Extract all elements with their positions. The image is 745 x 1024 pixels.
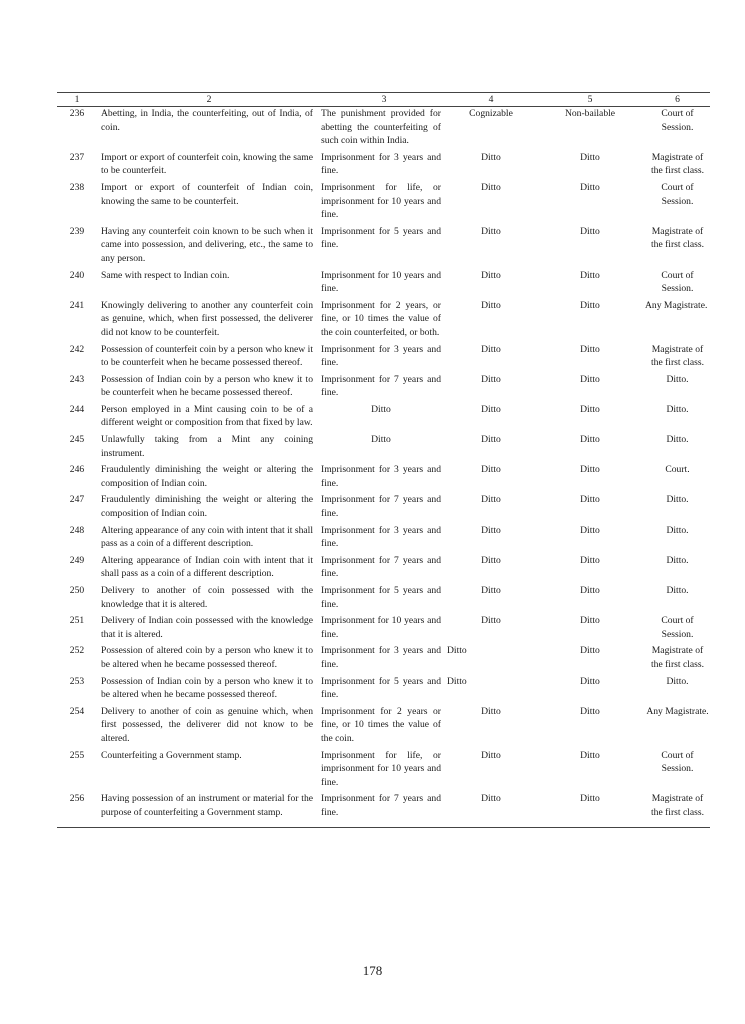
offence-cell: Delivery to another of coin as genuine which, when first possessed, the deliverer did not know to be altered. xyxy=(101,705,313,744)
column-number: 4 xyxy=(488,94,494,105)
cognizable-cell: Ditto xyxy=(481,434,501,446)
offence-cell: Delivery to another of coin possessed with the knowledge that it is altered. xyxy=(101,585,313,610)
schedule-table-region xyxy=(57,92,710,823)
section-number: 247 xyxy=(69,494,85,506)
court-cell: Court of Session. xyxy=(661,269,694,295)
offence-cell: Possession of Indian coin by a person who knew it to be altered when he became possessed thereof. xyxy=(101,675,313,701)
punishment-cell: Imprisonment for 10 years and fine. xyxy=(321,615,441,640)
cognizable-cell: Ditto xyxy=(481,343,501,355)
bailable-cell: Ditto xyxy=(580,585,600,596)
table-row xyxy=(57,493,710,523)
punishment-cell: Imprisonment for 5 years and fine. xyxy=(321,675,441,701)
bailable-cell: Ditto xyxy=(580,705,600,717)
table-row xyxy=(57,403,710,433)
punishment-cell: Imprisonment for life, or imprisonment for 10 years and fine. xyxy=(321,749,441,788)
section-number: 240 xyxy=(69,269,85,281)
cognizable-cell: Ditto xyxy=(481,151,501,163)
column-number: 3 xyxy=(381,94,387,105)
court-cell: Ditto. xyxy=(666,585,689,596)
court-cell: Ditto. xyxy=(666,554,689,566)
table-row xyxy=(57,524,710,554)
cognizable-cell: Ditto xyxy=(481,373,501,385)
court-cell: Magistrate of the first class. xyxy=(650,793,705,818)
court-cell: Ditto. xyxy=(666,675,689,687)
section-number: 245 xyxy=(69,434,85,446)
court-cell: Magistrate of the first class. xyxy=(650,343,705,369)
section-number: 238 xyxy=(69,181,85,193)
column-number: 6 xyxy=(675,94,680,105)
punishment-cell: Imprisonment for 5 years and fine. xyxy=(321,585,441,610)
cognizable-cell: Ditto xyxy=(481,524,501,536)
court-cell: Magistrate of the first class. xyxy=(650,151,705,177)
section-number: 253 xyxy=(69,675,85,687)
table-row xyxy=(57,705,710,749)
section-number: 237 xyxy=(69,151,85,163)
cognizable-cell: Ditto xyxy=(481,793,501,805)
offence-cell: Delivery of Indian coin possessed with the knowledge that it is altered. xyxy=(101,615,313,640)
offence-cell: Same with respect to Indian coin. xyxy=(101,269,230,281)
punishment-cell: Imprisonment for 7 years and fine. xyxy=(321,554,441,580)
punishment-cell: Imprisonment for 3 years and fine. xyxy=(321,151,441,177)
bailable-cell: Ditto xyxy=(580,434,600,446)
table-row xyxy=(57,433,710,463)
table-row xyxy=(57,373,710,403)
cognizable-cell: Ditto xyxy=(481,269,501,281)
table-bottom-rule xyxy=(57,827,710,828)
bailable-cell: Ditto xyxy=(580,269,600,281)
punishment-cell: Imprisonment for 2 years, or fine, or 10 times the value of the coin counterfeited, or both. xyxy=(321,299,441,338)
cognizable-cell: Ditto xyxy=(447,675,467,687)
cognizable-cell: Ditto xyxy=(481,749,501,761)
section-number: 244 xyxy=(69,403,85,415)
punishment-cell: Imprisonment for 3 years and fine. xyxy=(321,343,441,369)
bailable-cell: Ditto xyxy=(580,675,600,687)
court-cell: Court of Session. xyxy=(661,615,694,640)
punishment-cell: Imprisonment for 5 years and fine. xyxy=(321,225,441,251)
punishment-cell: Imprisonment for 10 years and fine. xyxy=(321,269,441,295)
table-row xyxy=(57,792,710,822)
offence-cell: Altering appearance of any coin with intent that it shall pass as a coin of a different description. xyxy=(101,524,313,550)
offence-cell: Import or export of counterfeit coin, knowing the same to be counterfeit. xyxy=(101,151,313,177)
table-row xyxy=(57,463,710,493)
section-number: 242 xyxy=(69,343,85,355)
cognizable-cell: Ditto xyxy=(481,554,501,566)
offence-cell: Person employed in a Mint causing coin to be of a different weight or composition from that fixed by law. xyxy=(101,403,313,429)
table-row xyxy=(57,299,710,343)
punishment-cell: The punishment provided for abetting the counterfeiting of such coin within India. xyxy=(321,108,441,147)
cognizable-cell: Ditto xyxy=(481,225,501,237)
offence-cell: Unlawfully taking from a Mint any coining instrument. xyxy=(101,434,313,459)
court-cell: Any Magistrate. xyxy=(646,705,709,717)
offence-cell: Possession of altered coin by a person who knew it to be altered when he became possessed thereof. xyxy=(101,645,313,670)
punishment-cell: Imprisonment for 3 years and fine. xyxy=(321,464,441,489)
table-row xyxy=(57,675,710,705)
cognizable-cell: Ditto xyxy=(481,403,501,415)
table-row xyxy=(57,584,710,614)
section-number: 252 xyxy=(69,645,85,657)
court-cell: Court of Session. xyxy=(661,108,694,133)
table-row xyxy=(57,343,710,373)
bailable-cell: Ditto xyxy=(580,749,600,761)
court-cell: Ditto. xyxy=(666,494,689,506)
court-cell: Magistrate of the first class. xyxy=(650,645,705,670)
court-cell: Ditto. xyxy=(666,524,689,536)
punishment-cell: Imprisonment for 7 years and fine. xyxy=(321,793,441,818)
bailable-cell: Ditto xyxy=(580,793,600,805)
court-cell: Ditto. xyxy=(666,373,689,385)
section-number: 256 xyxy=(69,793,85,805)
section-number: 250 xyxy=(69,585,85,596)
cognizable-cell: Ditto xyxy=(481,494,501,506)
offence-cell: Altering appearance of Indian coin with intent that it shall pass as a coin of a different description. xyxy=(101,554,313,580)
cognizable-cell: Ditto xyxy=(481,181,501,193)
table-row xyxy=(57,181,710,225)
punishment-cell: Ditto xyxy=(371,434,391,446)
court-cell: Ditto. xyxy=(666,434,689,446)
bailable-cell: Ditto xyxy=(580,524,600,536)
cognizable-cell: Ditto xyxy=(481,615,501,627)
punishment-cell: Imprisonment for 3 years and fine. xyxy=(321,645,441,670)
offences-table xyxy=(57,92,710,823)
cognizable-cell: Ditto xyxy=(481,705,501,717)
offence-cell: Fraudulently diminishing the weight or altering the composition of Indian coin. xyxy=(101,464,313,489)
bailable-cell: Ditto xyxy=(580,373,600,385)
section-number: 246 xyxy=(69,464,85,476)
bailable-cell: Ditto xyxy=(580,464,600,476)
bailable-cell: Ditto xyxy=(580,181,600,193)
offence-cell: Abetting, in India, the counterfeiting, out of India, of coin. xyxy=(101,108,313,133)
section-number: 249 xyxy=(69,554,85,566)
offence-cell: Knowingly delivering to another any counterfeit coin as genuine, which, when first possessed, the deliverer did not know to be counterfeit. xyxy=(101,299,313,338)
table-row xyxy=(57,269,710,299)
bailable-cell: Non-bailable xyxy=(564,108,616,119)
cognizable-cell: Ditto xyxy=(481,464,501,476)
column-number: 1 xyxy=(74,94,80,105)
court-cell: Magistrate of the first class. xyxy=(650,225,705,251)
offence-cell: Having any counterfeit coin known to be such when it came into possession, and delivering, etc., the same to any person. xyxy=(101,225,313,264)
offence-cell: Possession of counterfeit coin by a person who knew it to be counterfeit when he became possessed thereof. xyxy=(101,343,313,369)
bailable-cell: Ditto xyxy=(580,494,600,506)
table-row xyxy=(57,749,710,793)
table-row xyxy=(57,614,710,644)
offence-cell: Counterfeiting a Government stamp. xyxy=(101,749,242,761)
section-number: 243 xyxy=(69,373,85,385)
cognizable-cell: Ditto xyxy=(481,299,501,311)
court-cell: Court of Session. xyxy=(661,749,694,775)
section-number: 255 xyxy=(69,749,85,761)
offence-cell: Import or export of counterfeit of Indian coin, knowing the same to be counterfeit. xyxy=(101,181,313,207)
table-row xyxy=(57,554,710,584)
section-number: 254 xyxy=(69,705,85,717)
offence-cell: Possession of Indian coin by a person who knew it to be counterfeit when he became possessed thereof. xyxy=(101,373,313,399)
court-cell: Court. xyxy=(665,464,690,476)
punishment-cell: Imprisonment for 7 years and fine. xyxy=(321,373,441,399)
cognizable-cell: Ditto xyxy=(481,585,501,596)
bailable-cell: Ditto xyxy=(580,225,600,237)
section-number: 251 xyxy=(69,615,85,627)
bailable-cell: Ditto xyxy=(580,343,600,355)
column-number: 2 xyxy=(206,94,212,105)
court-cell: Ditto. xyxy=(666,403,689,415)
bailable-cell: Ditto xyxy=(580,554,600,566)
bailable-cell: Ditto xyxy=(580,151,600,163)
table-row xyxy=(57,151,710,181)
section-number: 241 xyxy=(69,299,85,311)
column-number: 5 xyxy=(587,94,593,105)
bailable-cell: Ditto xyxy=(580,299,600,311)
punishment-cell: Imprisonment for 2 years or fine, or 10 times the value of the coin. xyxy=(321,705,441,744)
court-cell: Court of Session. xyxy=(661,181,694,207)
punishment-cell: Imprisonment for 7 years and fine. xyxy=(321,494,441,520)
table-row xyxy=(57,644,710,674)
punishment-cell: Ditto xyxy=(371,403,391,415)
table-row xyxy=(57,107,710,151)
bailable-cell: Ditto xyxy=(580,615,600,627)
cognizable-cell: Ditto xyxy=(447,645,467,657)
cognizable-cell: Cognizable xyxy=(469,108,513,119)
section-number: 239 xyxy=(69,225,85,237)
bailable-cell: Ditto xyxy=(580,645,600,657)
punishment-cell: Imprisonment for life, or imprisonment for 10 years and fine. xyxy=(321,181,441,221)
bailable-cell: Ditto xyxy=(580,403,600,415)
offence-cell: Fraudulently diminishing the weight or altering the composition of Indian coin. xyxy=(101,494,313,520)
punishment-cell: Imprisonment for 3 years and fine. xyxy=(321,524,441,550)
section-number: 248 xyxy=(69,524,85,536)
table-row xyxy=(57,225,710,269)
offence-cell: Having possession of an instrument or material for the purpose of counterfeiting a Government stamp. xyxy=(101,793,313,818)
court-cell: Any Magistrate. xyxy=(645,299,708,311)
column-number-row xyxy=(57,93,710,107)
section-number: 236 xyxy=(69,108,85,119)
page-number: 178 xyxy=(362,963,383,978)
